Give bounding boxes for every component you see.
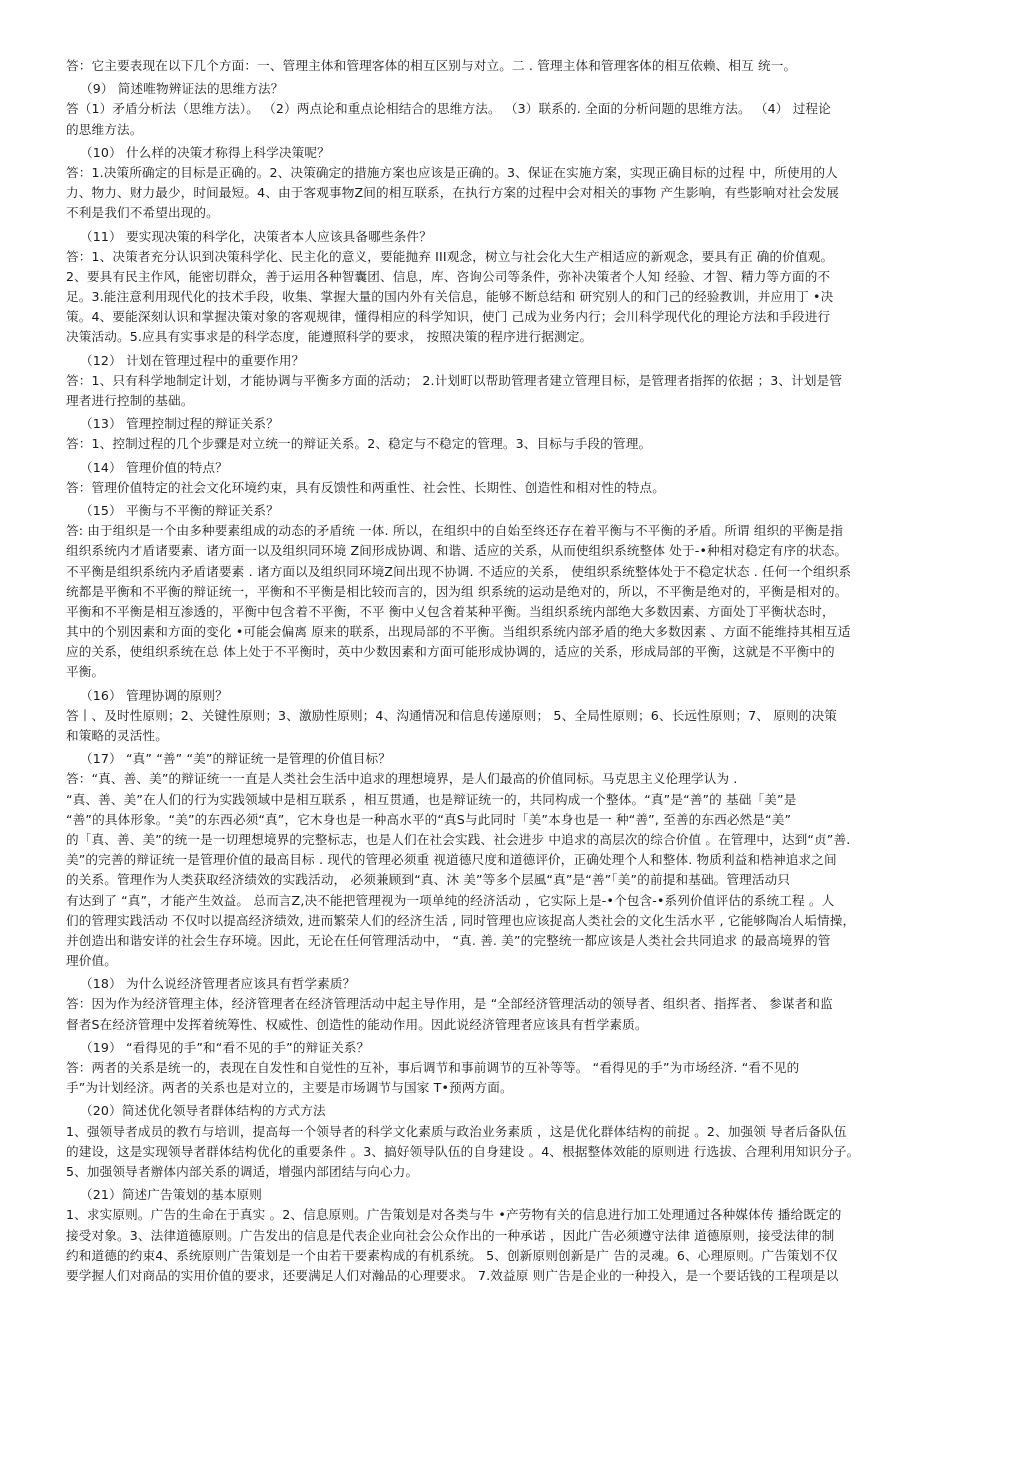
text-line: 平衡。: [66, 664, 105, 680]
text-line: 统都是平衡和不平衡的辩证统一，平衡和不平衡是相比较而言的，因为组 织系统的运动是绝对的，所以，不平衡是绝对的，平衡是相对的。: [66, 583, 848, 599]
text-line: 的「真、善、美”的统一是一切理想境界的完整标志，也是人们在社会实践、社会进步 中追求的高层次的综合价值 。在管理中，达到“贞”善.: [66, 831, 851, 847]
text-line: 决策活动。5.应具有实事求是的科学态度，能遵照科学的要求， 按照决策的程序进行据测定。: [66, 329, 593, 345]
document-body: [66, 56, 962, 1286]
text-line: 答：1、决策者充分认识到决策科学化、民主化的意义，要能抛弃 III观念，树立与社会化大生产相适应的新观念，要具有正 确的价值观。: [66, 248, 834, 264]
text-line: 答（1）矛盾分析法（思维方法）。 （2）两点论和重点论相结合的思维方法。 （3）联系的. 全面的分析问题的思维方法。 （4） 过程论: [66, 101, 831, 117]
text-line: 答：“真、善、美”的辩证统一一直是人类社会生活中追求的理想境界，是人们最高的价值同标。马克思主义伦理学认为 .: [66, 771, 738, 787]
text-line: 手”为计划经济。两者的关系也是对立的，主要是市场调节与国家 T•预两方面。: [66, 1080, 513, 1096]
text-line: 不利是我们不希望出现的。: [66, 205, 219, 221]
question-heading: （20）简述优化领导者群体结构的方式方法: [80, 1103, 326, 1119]
text-line: 答：它主要表现在以下几个方面：一、管理主体和管理客体的相互区别与对立。二 . 管理主体和管理客体的相互依赖、相互 统一。: [66, 58, 797, 73]
text-line: 和策略的灵活性。: [66, 728, 168, 743]
text-line: 答: 由于组织是一个由多种要素组成的动态的矛盾统 一体. 所以，在组织中的自始至终还存在着平衡与不平衡的矛盾。所谓 组织的平衡是指: [66, 523, 844, 539]
text-line: 其中的个别因素和方面的变化 •可能会偏离 原来的联系，出现局部的不平衡。当组织系统内部矛盾的绝大多数因素 、方面不能维持其相互适: [66, 624, 851, 640]
text-line: 有达到了 “真”，才能产生效益。 总而言Z,决不能把管理视为一项单纯的经济活动 ，它实际上是-•个包含-•系列价值评估的系统工程 。人: [66, 892, 835, 908]
question-heading: （18） 为什么说经济管理者应该具有哲学素质？: [80, 976, 356, 992]
text-line: 1、强领导者成员的教冇与培训，提高每一个领导者的科学文化素质与政治业务素质 ，这是优化群体结构的前捉 。2、加强领 导者后备队伍: [66, 1123, 847, 1139]
text-line: 要学握人们对商品的实用价值的要求，还要满足人们对瀚品的心理要求。 7.效益原 则广告是企业的一种投入，是一个要话钱的工程项是以: [66, 1267, 839, 1283]
question-heading: （12） 计划在管理过程中的重要作用？: [80, 352, 305, 368]
text-line: “善”的具体形象。“美”的东西必须“真”，它木身也是一种高水平的“真S与此同时「美”本身也是一 种“善”, 至善的东西必然是“美”: [66, 811, 792, 827]
text-line: 2、要具有民主作风，能密切群众，善于运用各种智囊团、信息，库、咨询公司等条件，弥补决策者个人知 经验、才智、精力等方面的不: [66, 268, 831, 284]
text-line: 答：管理价值特定的社会文化环境约束，具有反馈性和两重性、社会性、长期性、创造性和相对性的特点。: [66, 479, 665, 495]
text-line: 答：1.决策所确定的目标是正确的。2、决策确定的措施方案也应该是正确的。3、保证在实施方案，实现正确目标的过程 中，所使用的人: [66, 164, 838, 180]
text-line: 组织系统内才盾诸要素、诸方面一以及组织同环境 Z间形成协调、和谐、适应的关系，从而使组织系统整体 处于-•种相对稳定有序的状态。: [66, 543, 848, 559]
text-line: 的关系。管理作为人类获取经济绩效的实践活动， 必须兼顾到“真、沐 美”等多个层風“真”是“善”「美”的前提和基础。管理活动只: [66, 872, 791, 888]
text-line: 不平衡是组织系统内矛盾诸要素 . 诸方面以及组织同环境Z间出现不协调. 不适应的关系， 使组织系统整体处于不稳定状态 . 任何一个组织系: [66, 563, 852, 579]
text-line: 理价值。: [66, 953, 117, 969]
question-heading: （13） 管理控制过程的辩证关系？: [80, 416, 279, 432]
question-heading: （19） “看得见的手”和“看不见的手”的辩证关系？: [80, 1039, 370, 1055]
question-heading: （17） “真” “善” “美”的辩证统一是管理的价值目标？: [80, 751, 391, 767]
text-line: 答：因为作为经济管理主体，经济管理者在经济管理活动中起主导作用，是 “全部经济管理活动的领导者、组织者、指挥者、 参谋者和监: [66, 996, 833, 1012]
text-line: 应的关系，使组织系统在总 体上处于不平衡时，英中少数因素和方面可能形成协调的，适应的关系，形成局部的平衡，这就是不平衡中的: [66, 644, 835, 660]
text-line: 答：1、只有科学地制定计划，才能协调与平衡多方面的活动； 2.计划町以帮助管理者建立管理目标，是管理者指挥的依据 ；3、计划是管: [66, 372, 843, 388]
question-heading: （16） 管理协调的原则？: [80, 687, 228, 703]
text-line: 接受对象。3、法律道德原则。广告发出的信息是代表企业向社会公众作出的一种承诺 ，因此广告必须遵守法律 道德原则，接受法律的制: [66, 1227, 835, 1243]
text-line: 督者S在经济管理中发挥着统筹性、权威性、创造性的能动作用。因此说经济管理者应该具有哲学素质。: [66, 1016, 648, 1032]
text-line: 策。4、要能深刻认识和掌握决策对象的客观规律，懂得相应的科学知识，使门 己成为业务内行；会川科学现代化的理论方法和手段进行: [66, 309, 831, 325]
text-line: 并创造出和谐安详的社会生存环境。因此，无论在任何管理活动中， “真. 善. 美”的完整统一都应该是人类社会共同追求 的最高境界的管: [66, 932, 831, 948]
question-heading: （14） 管理价值的特点？: [80, 459, 228, 475]
question-heading: （21）简述广告策划的基本原则: [80, 1187, 262, 1203]
question-heading: （10） 什么样的决策才称得上科学决策呢？: [80, 144, 330, 160]
text-line: “真、善、美”在人们的行为实践领域中是相互联系 ，相互贯通，也是辩证统一的，共同构成一个整体。“真”是“善”的 基础「美”是: [66, 791, 797, 807]
text-line: 约和道德的约束4、系统原则广告策划是一个由若干要素构成的有机系统。 5、创新原则创新是广 告的灵魂。6、心理原则。广告策划不仅: [66, 1247, 838, 1263]
text-line: 答丨、及时性原则；2、关键性原则；3、激励性原则；4、沟通情况和信息传递原则； 5、全局性原则；6、长远性原则；7、 原则的决策: [66, 707, 837, 723]
text-line: 理者进行控制的基础。: [66, 393, 194, 408]
text-line: 1、求实原则。广告的生命在于真实 。2、信息原则。广告策划是对各类与牛 •产劳物有关的信息进行加工处理通过各种媒体传 播给既定的: [66, 1207, 842, 1223]
question-heading: （15） 平衡与不平衡的辩证关系？: [80, 502, 279, 518]
text-line: 5、加强领导者辦体内部关系的调适，增强内部团结与向心力。: [66, 1163, 419, 1179]
text-line: 的建设，这是实现领导者群体结构优化的重要条件 。3、搞好领导队伍的自身建设 。4、根据整体效能的原则进 行选拔、合理利用知识分子。: [66, 1143, 860, 1159]
text-line: 答：两者的关系是统一的，表现在自发性和自觉性的互补，事后调节和事前调节的互补等等。 “看得见的手”为市场经济. “看不见的: [66, 1060, 800, 1075]
question-heading: （9） 简述唯物辨证法的思维方法？: [80, 81, 284, 97]
text-line: 足。3.能注意利用现代化的技术手段，收集、掌握大量的国内外有关信息，能够不断总结和 研究别人的和门己的经验教训，并应用丁 •决: [66, 289, 834, 305]
text-line: 平衡和不平衡是相互渗透的，平衡中包含着不平衡，不平 衡中乂包含着某种平衡。当组织系统内部绝大多数因素、方面处丁平衡状态时，: [66, 603, 835, 619]
text-line: 的思维方法。: [66, 121, 143, 137]
text-line: 美”的完善的辩证统一是管理价值的最高目标 . 现代的管理必须重 视道德尺度和道德评价，正确处理个人和整体. 物质利益和梏神追求之间: [66, 852, 837, 868]
text-line: 答：1、控制过程的几个步骤是对立统一的辩证关系。2、稳定与不稳定的管理。3、目标与手段的管理。: [66, 436, 652, 452]
question-heading: （11） 要实现决策的科学化，决策者本人应该具备哪些条件？: [80, 228, 432, 244]
text-line: 们的管理实践活动 不仅吋以提高经济绩效, 进而繁荣人们的经济生活 , 同时管理也应该捉高人类社会的文化生活水平 , 它能够陶冶人垢情操，: [66, 912, 856, 928]
text-line: 力、物力、财力最少，时间最短。4、由于客观事物Z间的相互联系，在执行方案的过程中会对相关的事物 产生影响，有些影响对社会发展: [66, 185, 839, 201]
